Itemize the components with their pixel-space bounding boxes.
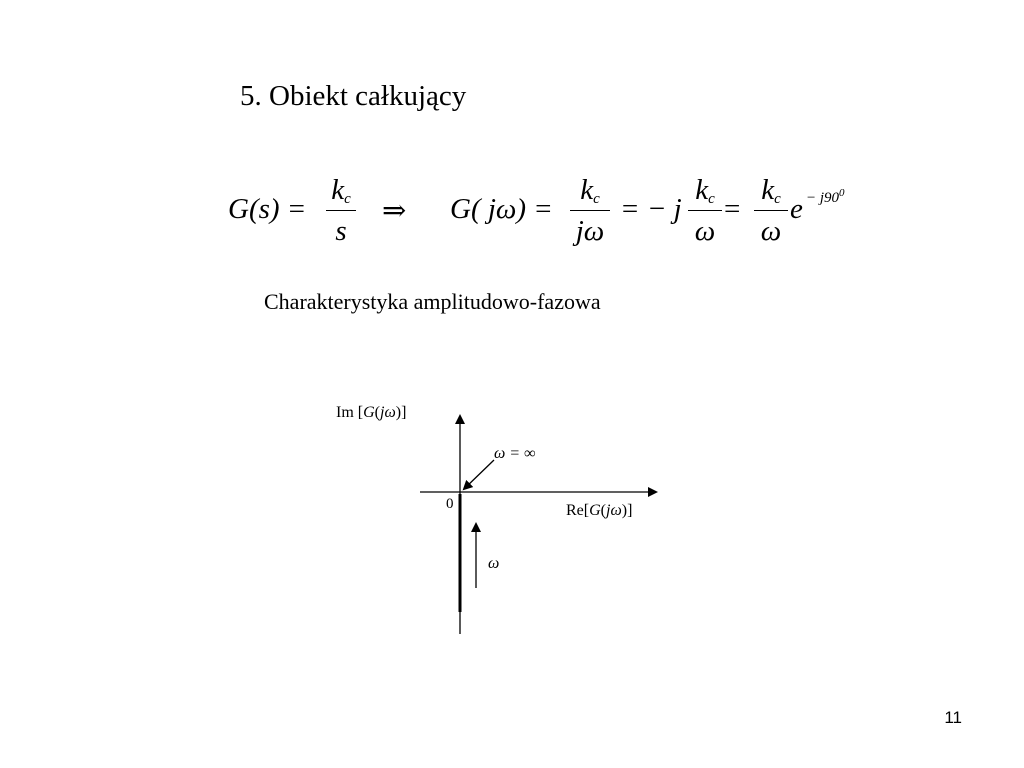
eq-frac-kc-over-w-2: $k_c$ ω: [754, 172, 788, 249]
origin-label: 0: [446, 496, 454, 512]
slide-title: 5. Obiekt całkujący: [240, 80, 467, 112]
eq-equals: =: [724, 193, 741, 225]
page-number: 11: [944, 708, 962, 727]
omega-label: ω: [488, 555, 500, 572]
eq-g-jw: G( jω) =: [450, 193, 553, 225]
eq-frac-kc-over-jw: $k_c$ jω: [570, 172, 610, 249]
re-axis-label: Re[G(jω)]: [566, 502, 633, 519]
im-axis-label: Im [G(jω)]: [336, 404, 407, 421]
omega-infinity-pointer-arrow: [464, 460, 494, 489]
eq-minus-j: = − j: [620, 193, 682, 225]
section-subtitle: Charakterystyka amplitudowo-fazowa: [264, 289, 601, 314]
omega-infinity-label: ω = ∞: [494, 445, 536, 462]
eq-frac-kc-over-w-1: $k_c$ ω: [688, 172, 722, 249]
eq-lhs: G(s) =: [228, 193, 307, 225]
eq-frac-kc-over-s: $k_c$ s: [326, 172, 356, 249]
eq-implies-arrow: ⇒: [382, 195, 407, 227]
eq-exponent: − $j90^0$: [806, 187, 845, 206]
eq-exp-base: e: [790, 193, 803, 225]
